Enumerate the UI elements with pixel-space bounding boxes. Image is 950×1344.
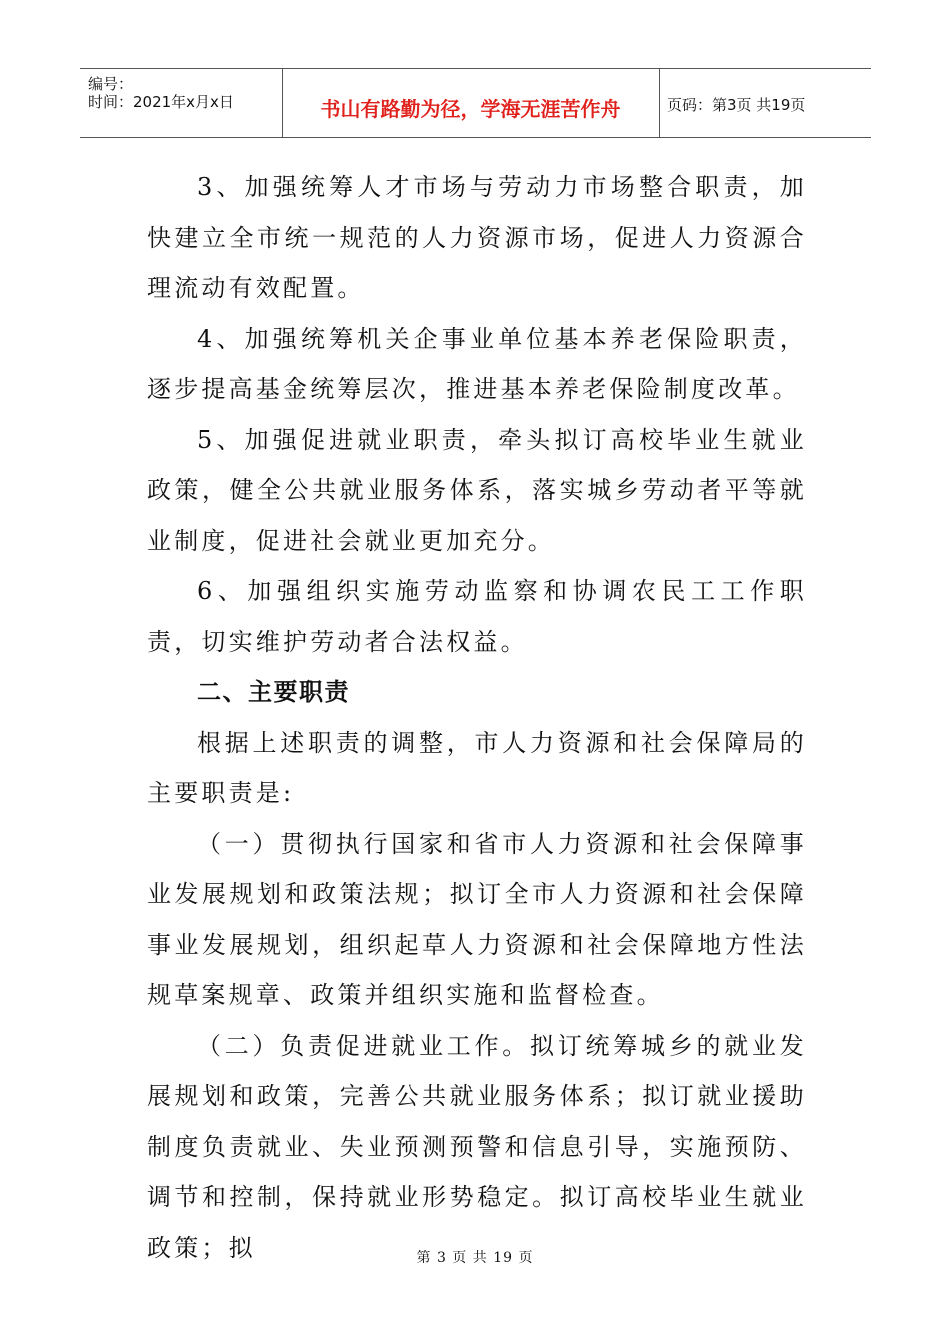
motto-text: 书山有路勤为径，学海无涯苦作舟 <box>320 97 621 121</box>
paragraph-intro: 根据上述职责的调整，市人力资源和社会保障局的主要职责是: <box>147 728 807 807</box>
paragraph-item-2: （二）负责促进就业工作。拟订统筹城乡的就业发展规划和政策，完善公共就业服务体系；拟订就业援助制度负责就业、失业预测预警和信息引导，实施预防、调节和控制，保持就业形势稳定。拟订高校毕业生就业政策；拟 <box>147 1031 807 1262</box>
paragraph-item-1: （一）贯彻执行国家和省市人力资源和社会保障事业发展规划和政策法规；拟订全市人力资源和社会保障事业发展规划，组织起草人力资源和社会保障地方性法规草案规章、政策并组织实施和监督检查。 <box>147 829 807 1009</box>
document-body <box>147 162 807 1273</box>
paragraph-5: 5、加强促进就业职责，牵头拟订高校毕业生就业政策，健全公共就业服务体系，落实城乡劳动者平等就业制度，促进社会就业更加充分。 <box>147 425 807 555</box>
paragraph-4: 4、加强统筹机关企事业单位基本养老保险职责，逐步提高基金统筹层次，推进基本养老保险制度改革。 <box>147 324 807 403</box>
page-footer: 第 3 页 共 19 页 <box>416 1250 534 1266</box>
section-heading: 二、主要职责 <box>197 678 350 706</box>
paragraph-6: 6、加强组织实施劳动监察和协调农民工工作职责，切实维护劳动者合法权益。 <box>147 577 807 656</box>
header-meta-cell <box>80 69 283 137</box>
document-header <box>80 68 871 138</box>
paragraph-3: 3、加强统筹人才市场与劳动力市场整合职责，加快建立全市统一规范的人力资源市场，促进人力资源合理流动有效配置。 <box>147 173 807 302</box>
header-page-cell <box>659 69 871 137</box>
header-page-info: 页码：第3页 共19页 <box>667 96 806 114</box>
serial-label: 编号： <box>88 75 134 93</box>
time-label: 时间：2021年x月x日 <box>88 93 234 111</box>
header-motto-cell <box>282 69 660 137</box>
